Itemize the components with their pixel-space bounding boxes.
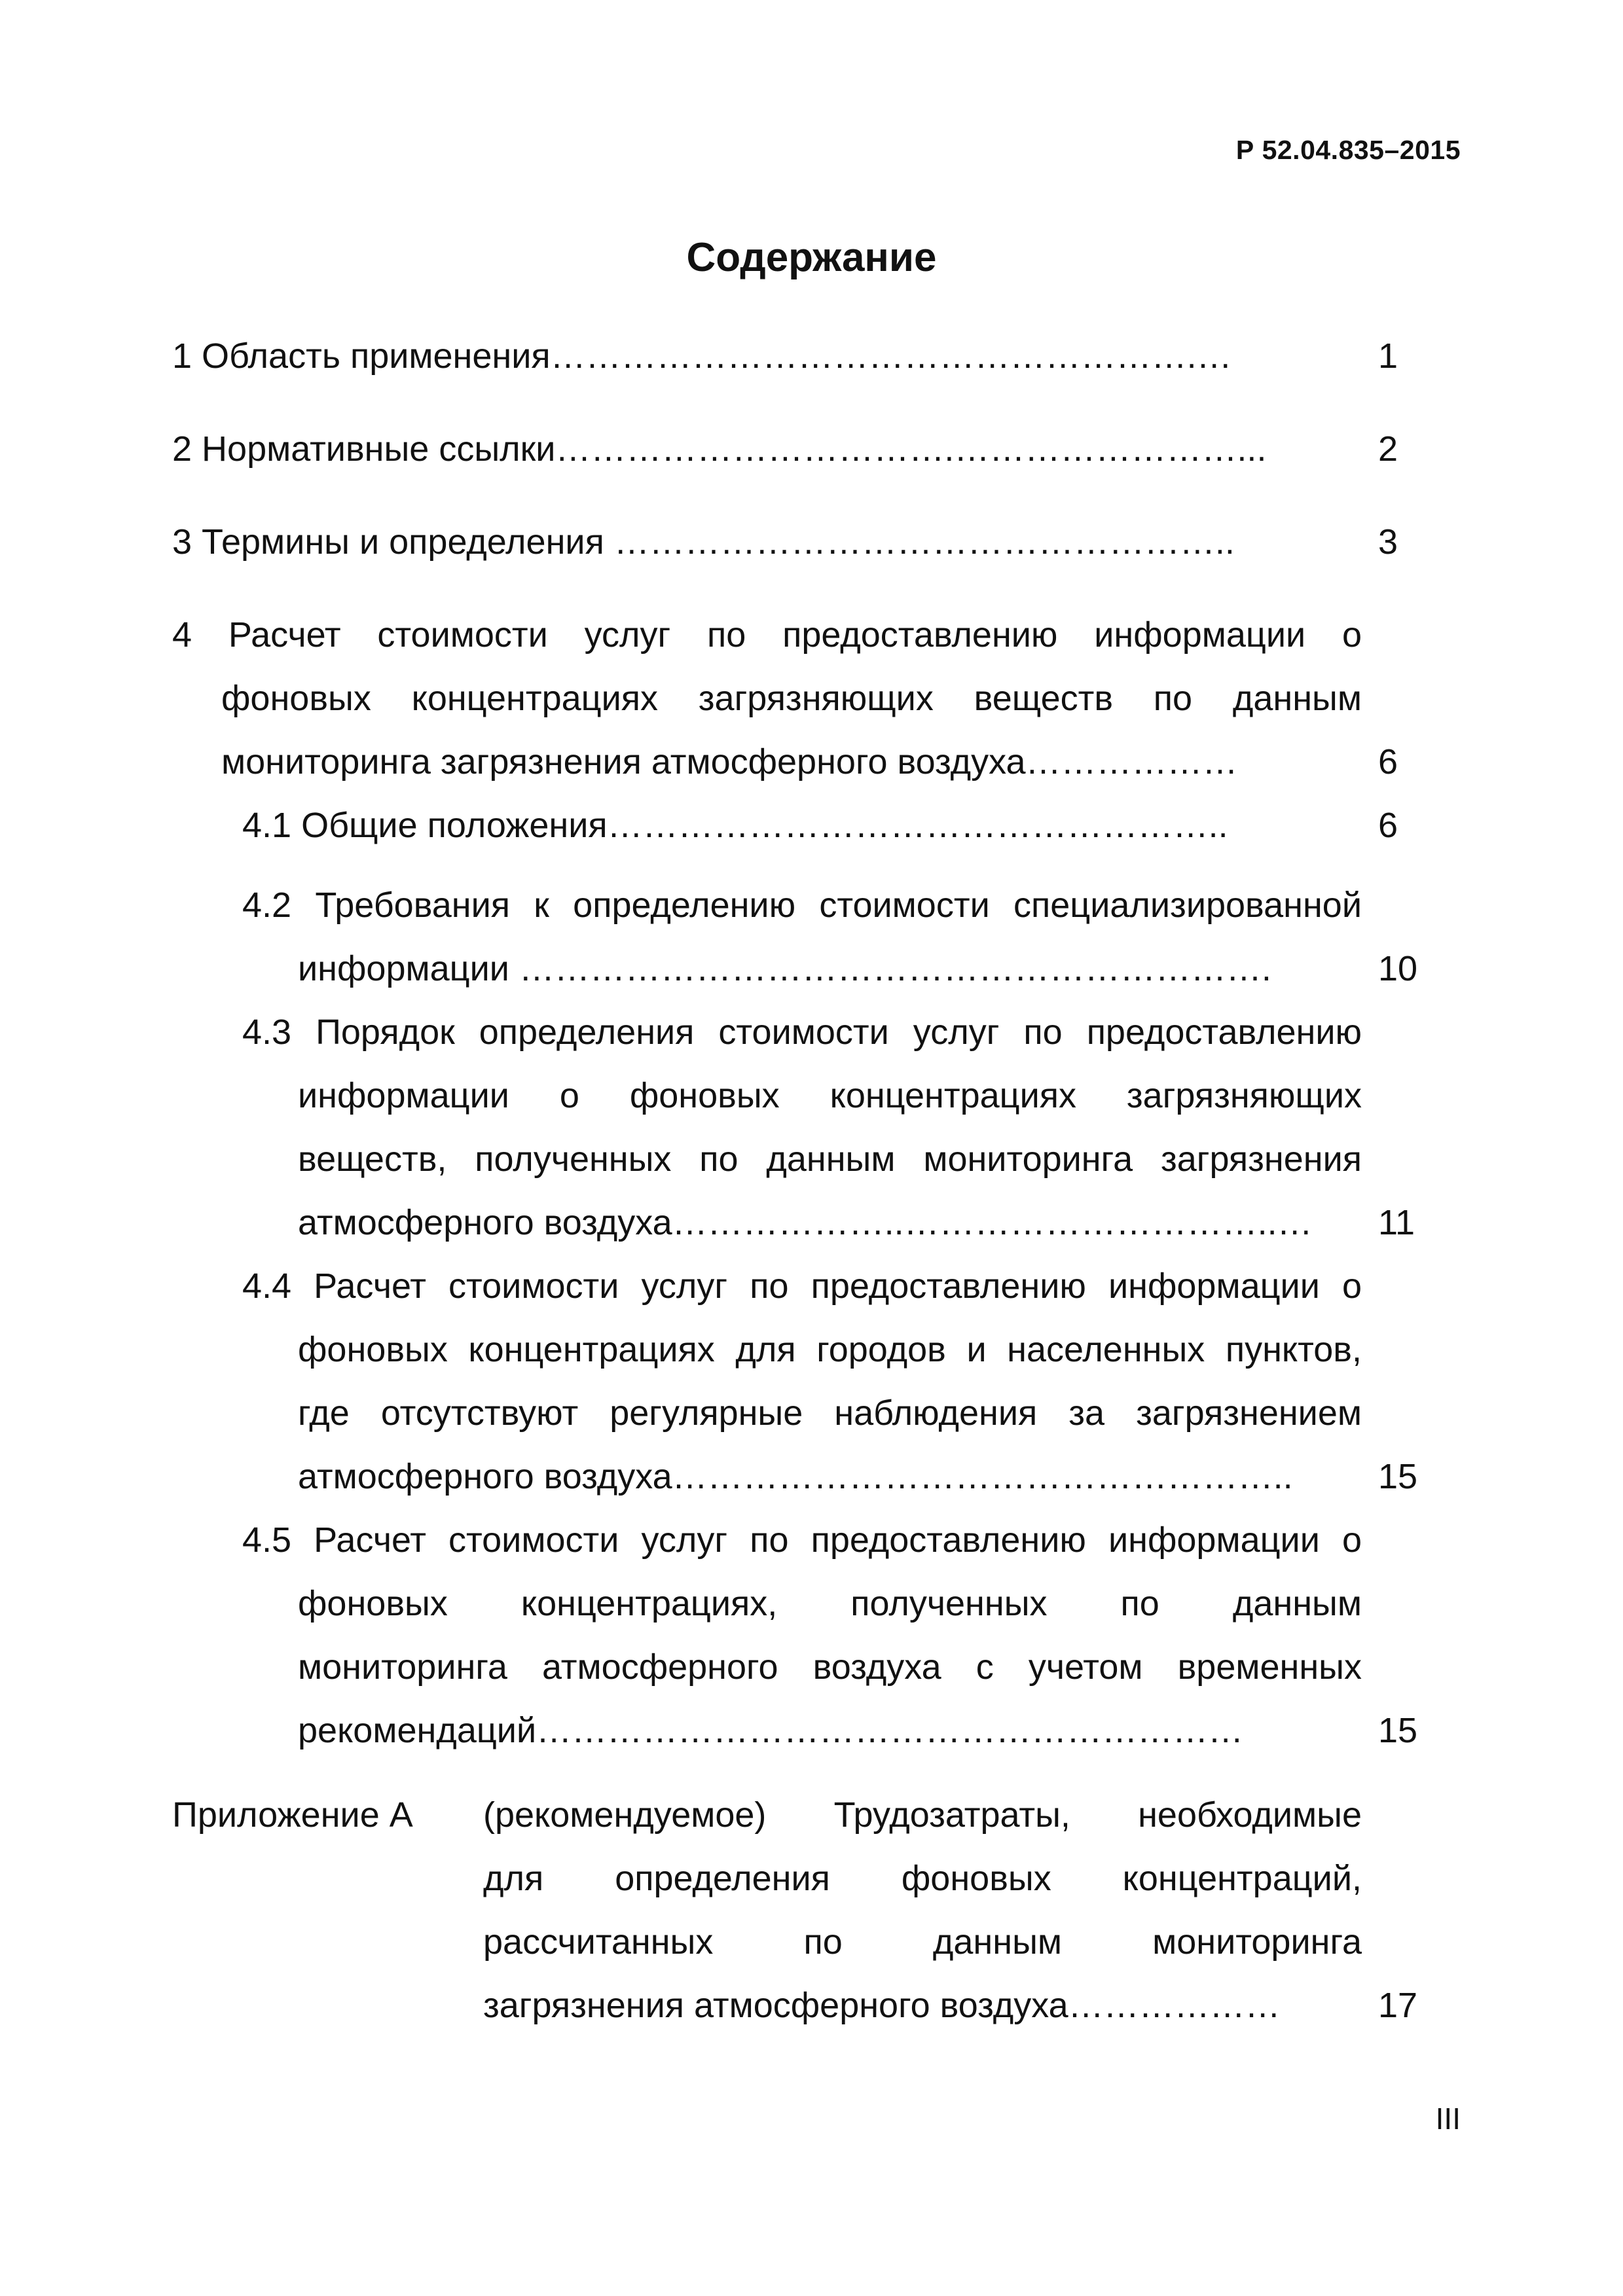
toc-entry-4-2-line-2[interactable]: информации ………………………………………………………. [298, 949, 1271, 988]
toc-entry-4-3-line-3[interactable]: веществ, полученных по данным мониторинга загрязнения [298, 1139, 1362, 1179]
toc-entry-4-line-1[interactable]: 4 Расчет стоимости услуг по предоставлению информации о [172, 615, 1362, 655]
toc-entry-4-3-page: 11 [1378, 1203, 1415, 1242]
toc-entry-4-3-line-2[interactable]: информации о фоновых концентрациях загрязняющих [298, 1076, 1362, 1115]
toc-appendix-page: 17 [1378, 1986, 1418, 2025]
toc-entry-1-page: 1 [1378, 336, 1398, 376]
toc-entry-4-2-page: 10 [1378, 949, 1418, 988]
toc-entry-4-2-line-1[interactable]: 4.2 Требования к определению стоимости специализированной [242, 886, 1362, 925]
toc-entry-2[interactable]: 2 Нормативные ссылки…………………………….……………………... [172, 429, 1267, 469]
document-code: Р 52.04.835–2015 [1235, 135, 1461, 165]
toc-title: Содержание [686, 235, 937, 280]
toc-appendix-line-1[interactable]: (рекомендуемое) Трудозатраты, необходимые [483, 1795, 1362, 1835]
toc-appendix-line-3[interactable]: рассчитанных по данным мониторинга [483, 1922, 1362, 1962]
toc-entry-4-page: 6 [1378, 742, 1398, 781]
toc-appendix-line-4[interactable]: загрязнения атмосферного воздуха……………… [483, 1986, 1281, 2025]
toc-entry-4-5-line-1[interactable]: 4.5 Расчет стоимости услуг по предоставлению информации о [242, 1520, 1362, 1560]
toc-entry-4-3-line-1[interactable]: 4.3 Порядок определения стоимости услуг по предоставлению [242, 1013, 1362, 1052]
toc-entry-4-5-line-2[interactable]: фоновых концентрациях, полученных по данным [298, 1584, 1362, 1623]
toc-entry-4-line-3[interactable]: мониторинга загрязнения атмосферного воздуха……………… [221, 742, 1238, 781]
toc-entry-4-4-line-2[interactable]: фоновых концентрациях для городов и населенных пунктов, [298, 1330, 1362, 1369]
toc-entry-4-4-page: 15 [1378, 1457, 1418, 1496]
page-number-roman: III [1435, 2102, 1461, 2136]
toc-entry-3[interactable]: 3 Термины и определения …………………………………………….. [172, 522, 1235, 562]
toc-entry-4-5-page: 15 [1378, 1711, 1418, 1750]
toc-entry-4-1-page: 6 [1378, 806, 1398, 845]
toc-entry-4-3-line-4[interactable]: атмосферного воздуха………………..…………………………..… [298, 1203, 1313, 1242]
toc-entry-4-4-line-3[interactable]: где отсутствуют регулярные наблюдения за загрязнением [298, 1393, 1362, 1433]
toc-appendix-label[interactable]: Приложение А [172, 1795, 413, 1835]
toc-entry-2-page: 2 [1378, 429, 1398, 469]
toc-entry-4-4-line-1[interactable]: 4.4 Расчет стоимости услуг по предоставлению информации о [242, 1266, 1362, 1306]
toc-entry-3-page: 3 [1378, 522, 1398, 562]
toc-entry-1[interactable]: 1 Область применения……………………………………………….… [172, 336, 1232, 376]
toc-entry-4-line-2[interactable]: фоновых концентрациях загрязняющих веществ по данным [221, 679, 1362, 718]
toc-entry-4-1[interactable]: 4.1 Общие положения…………………………………………….. [242, 806, 1228, 845]
toc-appendix-line-2[interactable]: для определения фоновых концентраций, [483, 1859, 1362, 1898]
toc-entry-4-5-line-3[interactable]: мониторинга атмосферного воздуха с учетом временных [298, 1647, 1362, 1687]
toc-entry-4-4-line-4[interactable]: атмосферного воздуха…………………………………………….. [298, 1457, 1293, 1496]
toc-entry-4-5-line-4[interactable]: рекомендаций…………………………………………………… [298, 1711, 1244, 1750]
